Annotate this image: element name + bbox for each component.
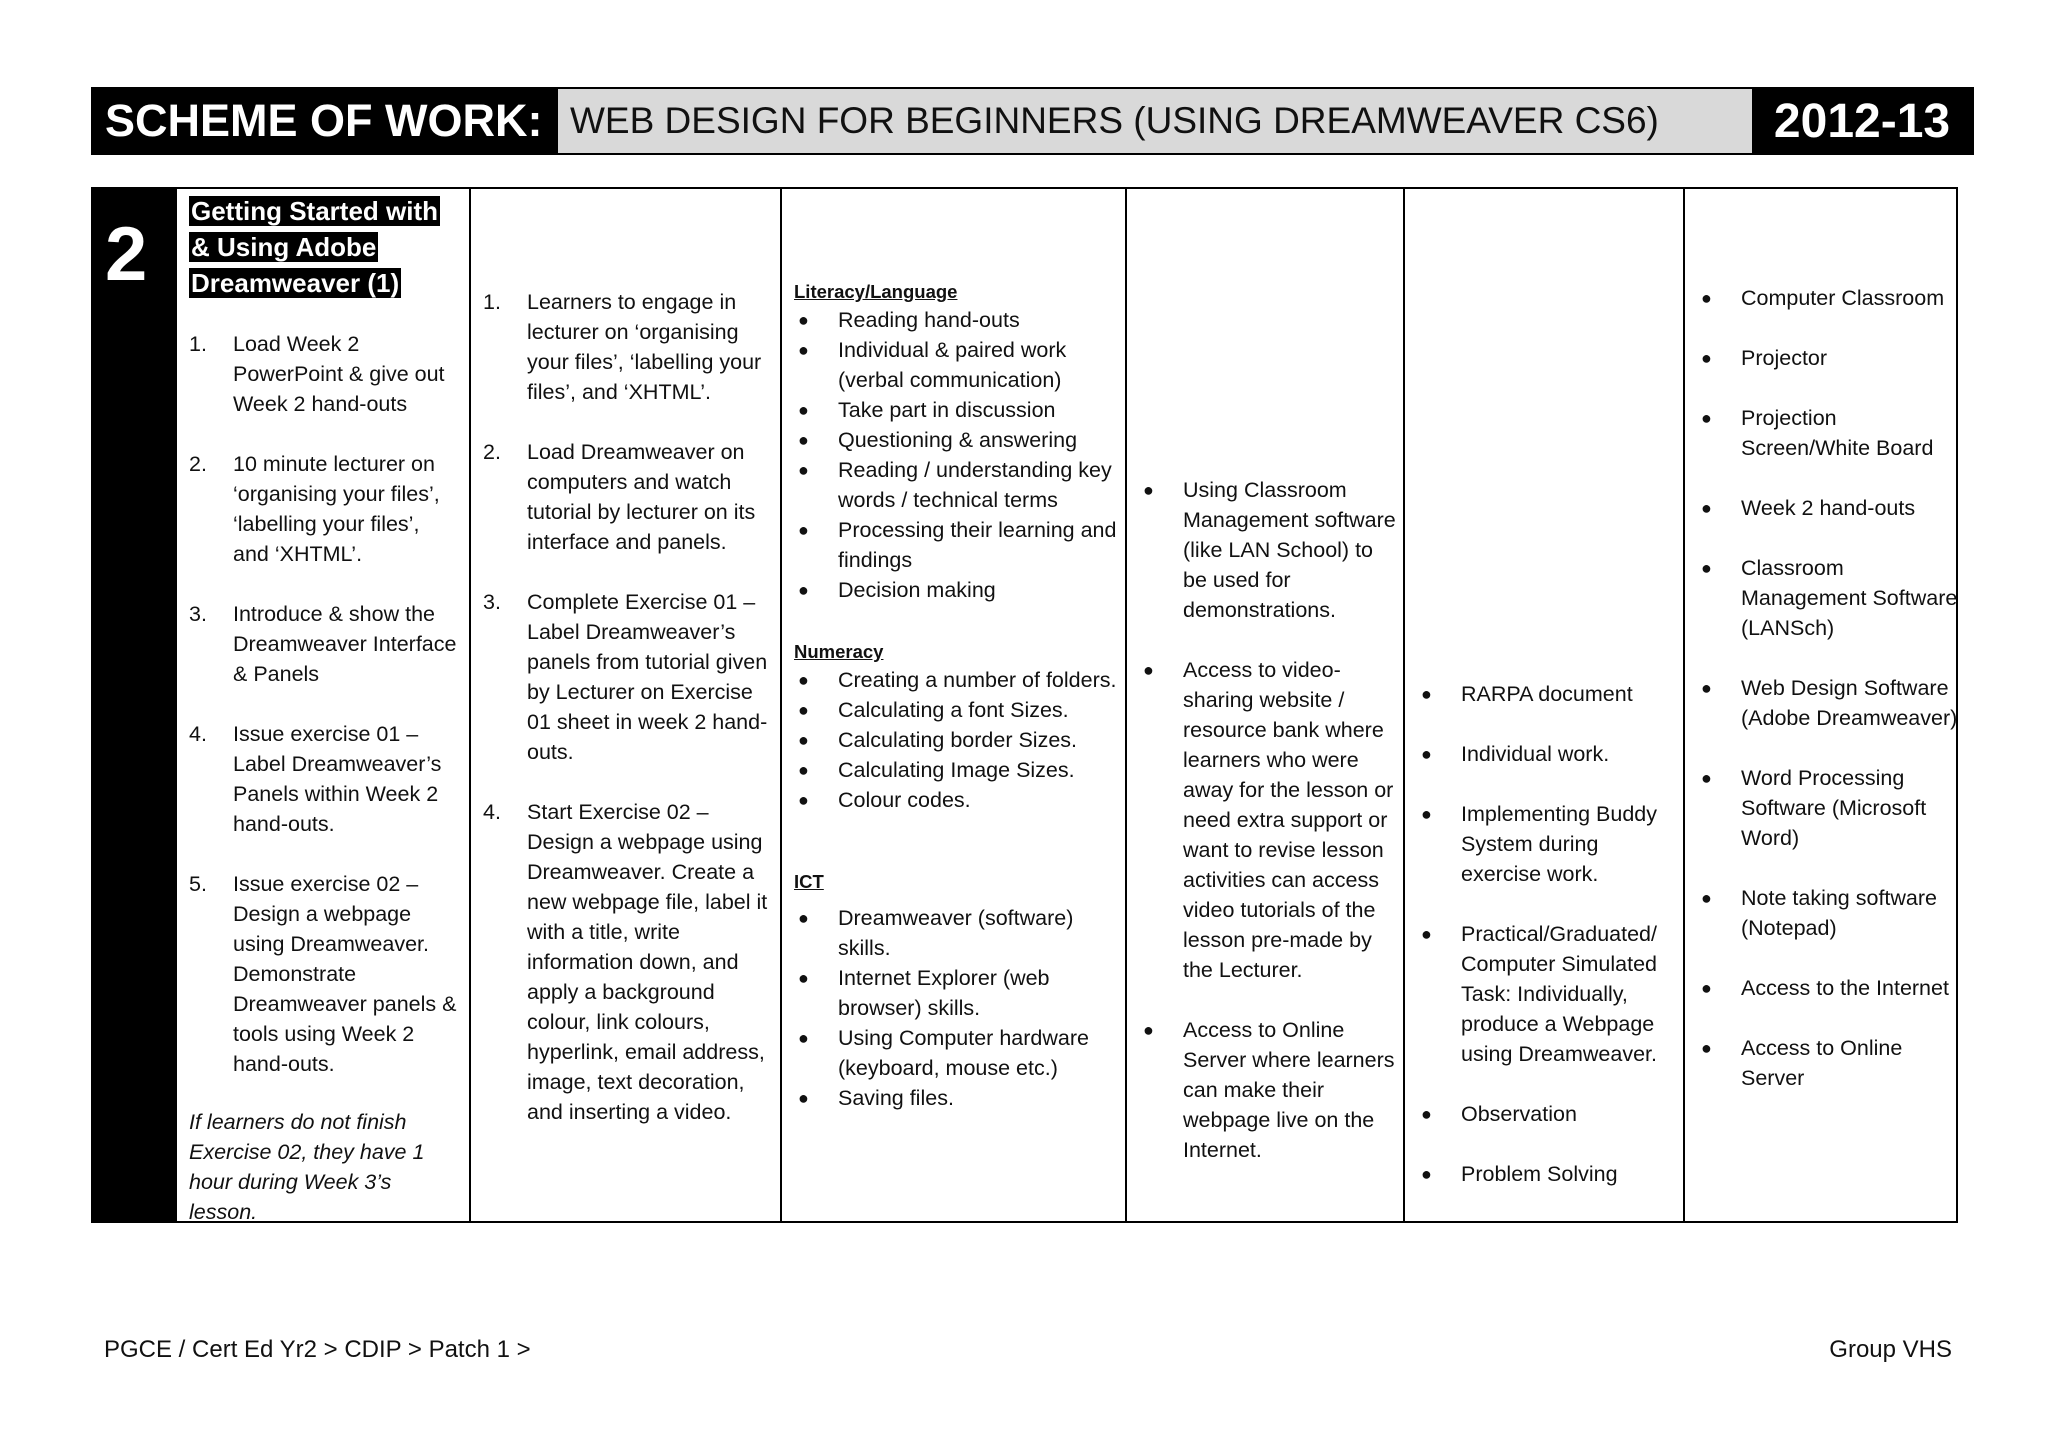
resources-list [1697, 283, 1962, 1093]
list-item: ● RARPA document [1421, 682, 1633, 706]
list-item: ● Decision making [798, 578, 996, 602]
scheme-label: SCHEME OF WORK: [93, 89, 558, 153]
list-item: ● Calculating Image Sizes. [798, 758, 1075, 782]
teacher-activities-column [177, 189, 471, 1224]
list-item: ● Classroom Management Software (LANSch) [1701, 556, 1958, 640]
list-item: ● Colour codes. [798, 788, 971, 812]
list-item: ● Note taking software (Notepad) [1701, 886, 1937, 940]
list-item: ● Access to Online Server [1701, 1036, 1903, 1090]
list-item: 3. Complete Exercise 01 – Label Dreamweaver’s panels from tutorial given by Lecturer on Exercise 01 sheet in week 2 hand-outs. [483, 590, 768, 764]
assessment-list [1417, 679, 1679, 1189]
list-item: ● Problem Solving [1421, 1162, 1618, 1186]
assessment-column [1405, 189, 1685, 1221]
numeracy-list [794, 665, 1119, 815]
list-item: ● Using Computer hardware (keyboard, mouse etc.) [798, 1026, 1089, 1080]
list-item: ● Questioning & answering [798, 428, 1078, 452]
week-title [189, 193, 459, 301]
list-item: 5. Issue exercise 02 – Design a webpage using Dreamweaver. Demonstrate Dreamweaver panels & tools using Week 2 hand-outs. [189, 872, 457, 1076]
list-item: ● Processing their learning and findings [798, 518, 1117, 572]
course-title: WEB DESIGN FOR BEGINNERS (USING DREAMWEAVER CS6) [558, 89, 1752, 153]
list-item: ● Using Classroom Management software (like LAN School) to be used for demonstrations. [1143, 478, 1396, 622]
list-item: ● Practical/Graduated/ Computer Simulated Task: Individually, produce a Webpage using Dreamweaver. [1421, 922, 1657, 1066]
list-item: ● Observation [1421, 1102, 1577, 1126]
week-column [93, 189, 177, 1221]
list-item: 1. Load Week 2 PowerPoint & give out Week 2 hand-outs [189, 332, 445, 416]
list-item: ● Projector [1701, 346, 1828, 370]
list-item: ● Dreamweaver (software) skills. [798, 906, 1074, 960]
literacy-heading: Literacy/Language [794, 281, 958, 302]
list-item: ● Access to video-sharing website / resource bank where learners who were away for the lesson or need extra support or want to revise lesson activities can access video tutorials of the lesson pre-made by the Lecturer. [1143, 658, 1394, 982]
ict-list [794, 903, 1119, 1113]
ict-heading: ICT [794, 871, 824, 892]
list-item: ● Reading / understanding key words / technical terms [798, 458, 1112, 512]
list-item: ● Word Processing Software (Microsoft Word) [1701, 766, 1927, 850]
scheme-table [91, 187, 1958, 1223]
list-item: ● Take part in discussion [798, 398, 1056, 422]
list-item: ● Access to Online Server where learners can make their webpage live on the Internet. [1143, 1018, 1395, 1162]
week-number: 2 [105, 212, 148, 297]
header-banner [91, 87, 1974, 155]
list-item: ● Internet Explorer (web browser) skills. [798, 966, 1050, 1020]
list-item: 2. 10 minute lecturer on ‘organising your files’, ‘labelling your files’, and ‘XHTML’. [189, 452, 440, 566]
list-item: ● Individual work. [1421, 742, 1610, 766]
teacher-note: If learners do not finish Exercise 02, they have 1 hour during Week 3’s lesson. [189, 1110, 425, 1224]
literacy-list [794, 305, 1119, 605]
learner-steps [483, 287, 773, 1127]
list-item: ● Individual & paired work (verbal communication) [798, 338, 1067, 392]
list-item: ● Calculating a font Sizes. [798, 698, 1069, 722]
list-item: ● Implementing Buddy System during exercise work. [1421, 802, 1657, 886]
teacher-steps [189, 329, 461, 1079]
week-title-line: & Using Adobe [191, 232, 377, 262]
list-item: 3. Introduce & show the Dreamweaver Interface & Panels [189, 602, 457, 686]
week-title-line: Getting Started with [191, 196, 438, 226]
list-item: ● Reading hand-outs [798, 308, 1020, 332]
resources-column [1685, 189, 1956, 1221]
list-item: ● Saving files. [798, 1086, 954, 1110]
list-item: ● Web Design Software (Adobe Dreamweaver) [1701, 676, 1958, 730]
learner-activities-column [471, 189, 782, 1221]
academic-year: 2012-13 [1752, 89, 1972, 153]
list-item: 1. Learners to engage in lecturer on ‘organising your files’, ‘labelling your files’, and ‘XHTML’. [483, 290, 762, 404]
ilt-column [1127, 189, 1405, 1221]
list-item: 4. Start Exercise 02 – Design a webpage using Dreamweaver. Create a new webpage file, label it with a title, write information down, and apply a background colour, link colours, hyperlink, email address, image, text decoration, and inserting a video. [483, 800, 768, 1124]
skills-column [782, 189, 1127, 1221]
numeracy-heading: Numeracy [794, 641, 884, 662]
list-item: ● Creating a number of folders. [798, 668, 1117, 692]
footer-group: Group VHS [1829, 1336, 1952, 1363]
list-item: ● Computer Classroom [1701, 286, 1945, 310]
ilt-list [1139, 475, 1397, 1165]
list-item: ● Calculating border Sizes. [798, 728, 1078, 752]
list-item: ● Week 2 hand-outs [1701, 496, 1916, 520]
list-item: ● Access to the Internet [1701, 976, 1949, 1000]
list-item: 4. Issue exercise 01 – Label Dreamweaver’s Panels within Week 2 hand-outs. [189, 722, 442, 836]
week-title-line: Dreamweaver (1) [191, 268, 400, 298]
list-item: ● Projection Screen/White Board [1701, 406, 1934, 460]
list-item: 2. Load Dreamweaver on computers and watch tutorial by lecturer on its interface and panels. [483, 440, 756, 554]
footer-breadcrumb: PGCE / Cert Ed Yr2 > CDIP > Patch 1 > [104, 1336, 531, 1363]
